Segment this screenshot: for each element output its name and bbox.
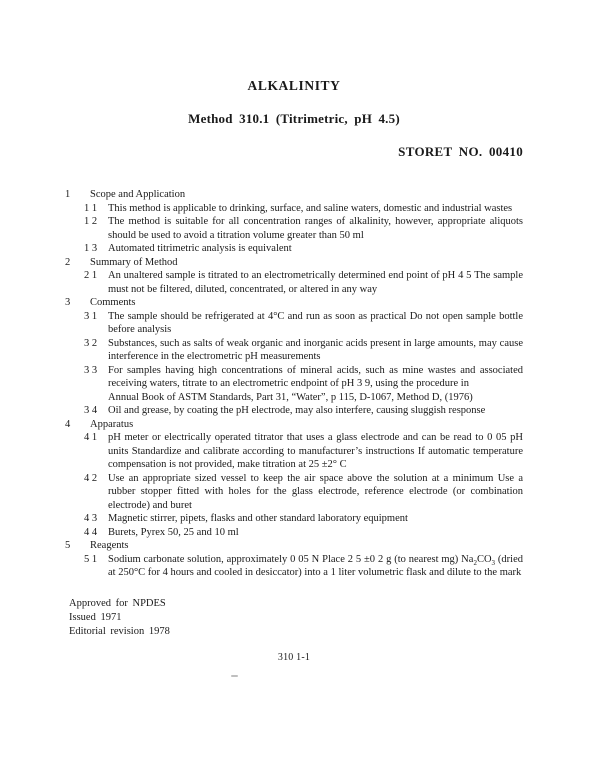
- section-heading: [65, 539, 523, 553]
- page-title: ALKALINITY: [247, 78, 341, 93]
- section-title: Comments: [90, 297, 136, 308]
- section-item: [84, 269, 523, 296]
- section-number: 3: [65, 297, 71, 308]
- item-text: pH meter or electrically operated titrator that uses a glass electrode and can be read to 0 05 pH units Standardize and calibrate according to manufacturer’s instructions If automatic temperature compensation is not provided, make titration at 25 ±2° C: [108, 432, 523, 470]
- item-number: 2 1: [84, 270, 98, 281]
- footer-revision: Editorial revision 1978: [69, 625, 170, 637]
- chemical-subscript: 2: [473, 558, 477, 567]
- item-number: 4 1: [84, 432, 98, 443]
- section-item: [84, 431, 523, 472]
- item-text-part: (dried at 250°C for 4 hours and cooled in desiccator) into a 1 liter volumetric flask and dilute to the mark: [108, 553, 523, 578]
- section-item: [84, 472, 523, 513]
- item-number: 3 3: [84, 364, 98, 376]
- section-number: 5: [65, 540, 71, 551]
- section-number: 4: [65, 418, 71, 430]
- section-item: [84, 310, 523, 337]
- section-item: [84, 512, 523, 526]
- item-text: The method is suitable for all concentration ranges of alkalinity, however, appropriate aliquots should be used to avoid a titration volume greater than 50 ml: [108, 216, 523, 241]
- section-title: Apparatus: [90, 418, 134, 430]
- item-text: Use an appropriate sized vessel to keep the air space above the solution at a minimum Use a rubber stopper fitted with holes for the glass electrode, reference electrode (or combination electrode) and buret: [108, 472, 523, 511]
- document-body: [65, 188, 523, 580]
- item-text: [108, 553, 523, 580]
- chemical-subscript: 3: [491, 558, 496, 567]
- section-title: Summary of Method: [90, 256, 178, 268]
- footer-approved: Approved for NPDES: [69, 597, 166, 609]
- item-number: 4 3: [84, 513, 98, 524]
- item-number: 3 2: [84, 337, 98, 349]
- item-number: 3 4: [84, 405, 98, 416]
- section-heading: [65, 418, 523, 432]
- item-number: 5 1: [84, 553, 98, 565]
- item-number: 1 3: [84, 243, 98, 254]
- item-number: 1 2: [84, 216, 98, 227]
- item-text-part: CO: [476, 553, 492, 565]
- section-heading: [65, 188, 523, 202]
- section-item: [84, 242, 523, 256]
- storet-number: STORET NO. 00410: [398, 144, 523, 159]
- item-text: The sample should be refrigerated at 4°C and run as soon as practical Do not open sample bottle before analysis: [108, 310, 523, 335]
- approval-block: [69, 597, 523, 639]
- section-item: [84, 215, 523, 242]
- section-heading: [65, 256, 523, 270]
- section-title: Scope and Application: [90, 189, 186, 200]
- section-number: 1: [65, 189, 71, 200]
- section-item: [84, 404, 523, 418]
- item-text: Burets, Pyrex 50, 25 and 10 ml: [108, 526, 239, 538]
- item-text: Substances, such as salts of weak organic and inorganic acids present in large amounts, may cause interference in the electrometric pH measurements: [108, 337, 523, 362]
- footer-issued: Issued 1971: [69, 611, 122, 623]
- section-heading: [65, 296, 523, 310]
- section-number: 2: [65, 256, 71, 268]
- item-text-paragraph: For samples having high concentrations of mineral acids, such as mine wastes and associated receiving waters, titrate to an electrometric endpoint of pH 3 9, using the procedure in: [108, 364, 523, 389]
- section-item: [84, 364, 523, 405]
- item-number: 3 1: [84, 310, 98, 322]
- item-number: 4 2: [84, 472, 98, 484]
- item-text-part: Sodium carbonate solution, approximately 0 05 N Place 2 5 ±0 2 g (to nearest mg) Na: [108, 553, 474, 565]
- item-text: [108, 364, 523, 405]
- section-item: [84, 202, 523, 216]
- item-number: 4 4: [84, 526, 98, 538]
- scan-artifact-mark: [231, 675, 238, 677]
- section-item: [84, 553, 523, 580]
- item-text: An unaltered sample is titrated to an electrometrically determined end point of pH 4 5 The sample must not be filtered, diluted, concentrated, or altered in any way: [108, 270, 523, 295]
- item-text: Magnetic stirrer, pipets, flasks and other standard laboratory equipment: [108, 513, 408, 524]
- item-text: Automated titrimetric analysis is equivalent: [108, 243, 292, 254]
- method-subtitle: Method 310.1 (Titrimetric, pH 4.5): [188, 111, 400, 126]
- page-number: 310 1-1: [277, 651, 311, 663]
- item-text: Oil and grease, by coating the pH electrode, may also interfere, causing sluggish response: [108, 405, 486, 416]
- item-number: 1 1: [84, 202, 98, 214]
- section-title: Reagents: [90, 540, 129, 551]
- section-item: [84, 526, 523, 540]
- item-text-reference: Annual Book of ASTM Standards, Part 31, “Water”, p 115, D-1067, Method D, (1976): [108, 391, 473, 403]
- item-text: This method is applicable to drinking, surface, and saline waters, domestic and industrial wastes: [108, 202, 513, 214]
- section-item: [84, 337, 523, 364]
